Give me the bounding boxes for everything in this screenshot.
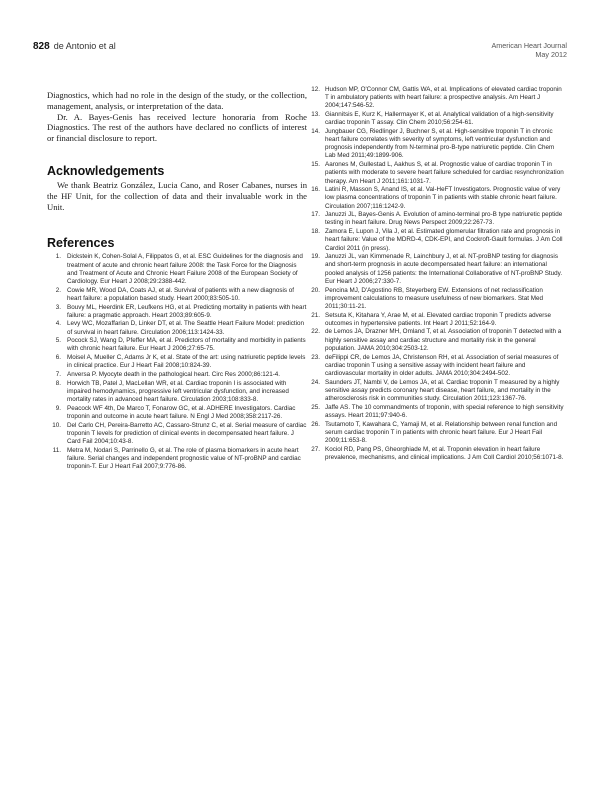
reference-number: 11. [52, 446, 61, 454]
reference-item [47, 354, 307, 370]
reference-item [306, 404, 566, 420]
reference-text: Aarones M, Gullestad L, Aakhus S, et al. Prognostic value of cardiac troponin T in patients with moderate to severe heart failure scheduled for cardiac resynchronization therapy. Am Heart J 2011;161:1031-7. [325, 161, 564, 185]
reference-item [306, 186, 566, 210]
reference-number: 6. [55, 354, 61, 362]
reference-item [306, 421, 566, 445]
reference-text: Metra M, Nodari S, Parrinello G, et al. The role of plasma biomarkers in acute heart failure. Serial changes and independent prognostic value of NT-proBNP and cardiac troponin-T. Eur J Heart Fail 2007;9:776-86. [67, 446, 301, 471]
journal-name: American Heart Journal [491, 41, 567, 50]
reference-number: 26. [311, 420, 320, 428]
left-column [47, 90, 307, 472]
reference-list-right [306, 86, 566, 462]
acknowledgements-text: We thank Beatriz González, Lucia Cano, and Roser Cabanes, nurses in the HF Unit, for the collection of data and their invaluable work in the Unit. [47, 179, 307, 212]
reference-text: Tsutamoto T, Kawahara C, Yamaji M, et al. Relationship between renal function and serum cardiac troponin T in patients with chronic heart failure. Eur J Heart Fail 2009;11:653-8. [325, 420, 558, 444]
reference-number: 27. [311, 445, 320, 453]
reference-text: Del Carlo CH, Pereira-Barretto AC, Cassaro-Strunz C, et al. Serial measure of cardiac troponin T levels for prediction of clinical events in decompensated heart failure. J Card Fail 2004;10:43-8. [67, 421, 307, 446]
reference-text: Moisel A, Mueller C, Adams Jr K, et al. State of the art: using natriuretic peptide levels in clinical practice. Eur J Heart Fail 2008;10:824-39. [67, 354, 306, 370]
reference-item [306, 328, 566, 352]
disclosure-paragraph-1: Diagnostics, which had no role in the design of the study, or the collection, management, analysis, or interpretation of the data. [47, 90, 307, 111]
reference-text: Peacock WF 4th, De Marco T, Fonarow GC, et al. ADHERE Investigators. Cardiac troponin and outcome in acute heart failure. N Engl J Med 2008;358:2117-26. [67, 404, 296, 421]
reference-item [47, 380, 307, 404]
reference-number: 17. [311, 211, 320, 219]
reference-text: Cowie MR, Wood DA, Coats AJ, et al. Survival of patients with a new diagnosis of heart failure: a population based study. Heart 2000;83:505-10. [67, 286, 295, 302]
running-header-left [33, 41, 116, 52]
reference-item [306, 312, 566, 328]
reference-number: 19. [311, 253, 320, 261]
reference-item [306, 379, 566, 403]
reference-number: 22. [311, 328, 320, 336]
reference-text: Anversa P. Myocyte death in the pathological heart. Circ Res 2000;86:121-4. [67, 371, 281, 379]
reference-item [47, 405, 307, 421]
reference-text: Pencina MJ, D'Agostino RB, Steyerberg EW. Extensions of net reclassification improvement calculations to measure usefulness of new biomarkers. Stat Med 2011;30:11-21. [325, 286, 544, 310]
reference-number: 16. [311, 186, 320, 194]
reference-number: 10. [52, 421, 61, 429]
reference-number: 21. [311, 311, 320, 319]
reference-number: 2. [55, 286, 61, 294]
running-header-right [491, 41, 567, 59]
reference-text: Kociol RD, Pang PS, Gheorghiade M, et al. Troponin elevation in heart failure prevalence, mechanisms, and clinical implications. J Am Coll Cardiol 2010;56:1071-8. [325, 445, 564, 461]
reference-text: Jaffe AS. The 10 commandments of troponin, with special reference to high sensitivity assays. Heart 2011;97:940-6. [325, 403, 564, 419]
reference-text: Dickstein K, Cohen-Solal A, Filippatos G, et al. ESC Guidelines for the diagnosis and treatment of acute and chronic heart failure 2008: the Task Force for the Diagnosis and Treatment of Acute and Chronic Heart Failure 2008 of the European Society of Cardiology. Eur Heart J 2008;29:2388-442. [67, 253, 303, 285]
reference-text: deFilippi CR, de Lemos JA, Christenson RH, et al. Association of serial measures of cardiac troponin T using a sensitive assay with incident heart failure and cardiovascular mortality in older adults. JAMA 2010;304:2494-502. [325, 353, 559, 377]
reference-item [47, 253, 307, 286]
reference-text: Bouvy ML, Heerdink ER, Leufkens HG, et al. Predicting mortality in patients with heart failure: a pragmatic approach. Heart 2003;89:605-9. [67, 303, 307, 319]
reference-number: 13. [311, 111, 320, 119]
reference-item [47, 304, 307, 320]
reference-text: Januzzi JL, Bayes-Genis A. Evolution of amino-terminal pro-B type natriuretic peptide testing in heart failure. Drug News Perspect 2009;22:267-73. [325, 211, 563, 227]
reference-text: Hudson MP, O'Connor CM, Gattis WA, et al. Implications of elevated cardiac troponin T in ambulatory patients with heart failure: a prospective analysis. Am Heart J 2004;147:546-52. [325, 86, 562, 110]
reference-number: 25. [311, 403, 320, 411]
reference-number: 14. [311, 127, 320, 135]
references-heading: References [47, 236, 115, 251]
reference-text: Levy WC, Mozaffarian D, Linker DT, et al. The Seattle Heart Failure Model: prediction of survival in heart failure. Circulation 2006;113:1424-33. [67, 320, 305, 336]
reference-text: Horwich TB, Patel J, MacLellan WR, et al. Cardiac troponin I is associated with impaired hemodynamics, progressive left ventricular dysfunction, and increased mortality rates in advanced heart failure. Circulation 2003;108:833-8. [67, 379, 289, 404]
reference-list-left [47, 253, 307, 471]
reference-number: 23. [311, 353, 320, 361]
issue-date: May 2012 [535, 50, 567, 59]
reference-item [47, 337, 307, 353]
reference-number: 9. [55, 404, 61, 412]
reference-number: 7. [55, 371, 61, 379]
reference-text: de Lemos JA, Drazner MH, Omland T, et al. Association of troponin T detected with a highly sensitive assay and cardiac structure and mortality risk in the general population. JAMA 2010;304:2503-12. [325, 328, 562, 352]
reference-number: 1. [55, 253, 61, 261]
reference-number: 8. [55, 379, 61, 387]
reference-item [306, 354, 566, 378]
reference-item [47, 287, 307, 303]
reference-number: 3. [55, 303, 61, 311]
reference-number: 12. [311, 86, 320, 93]
reference-item [306, 228, 566, 252]
reference-text: Jungbauer CG, Riedlinger J, Buchner S, et al. High-sensitive troponin T in chronic heart failure correlates with severity of symptoms, left ventricular dysfunction and prognosis independently from N-terminal pro-B-type natriuretic peptide. Clin Chem Lab Med 2011;49:1899-906. [325, 127, 555, 160]
reference-item [306, 446, 566, 462]
reference-item [306, 161, 566, 185]
reference-text: Latini R, Masson S, Anand IS, et al. Val-HeFT Investigators. Prognostic value of very low plasma concentrations of troponin T in patients with stable chronic heart failure. Circulation 2007;116:1242-9. [325, 186, 561, 210]
reference-item [306, 253, 566, 286]
reference-number: 24. [311, 378, 320, 386]
reference-text: Saunders JT, Nambi V, de Lemos JA, et al. Cardiac troponin T measured by a highly sensitive assay predicts coronary heart disease, heart failure, and mortality in the atherosclerosis risk in communities study. Circulation 2011;123:1367-76. [325, 378, 560, 402]
disclosure-paragraph-2: Dr. A. Bayes-Genis has received lecture honoraria from Roche Diagnostics. The rest of the authors have declared no conflicts of interest or financial disclosure to report. [47, 111, 307, 144]
reference-item [306, 287, 566, 311]
reference-item [47, 320, 307, 336]
reference-item [306, 86, 566, 110]
reference-text: Pocock SJ, Wang D, Pfeffer MA, et al. Predictors of mortality and morbidity in patients with chronic heart failure. Eur Heart J 2006;27:65-75. [67, 337, 306, 353]
reference-text: Zamora E, Lupon J, Vila J, et al. Estimated glomerular filtration rate and prognosis in heart failure: Value of the MDRD-4, CDK-EPI, and Cockroft-Gault formulas. J Am Coll Cardiol 2011 (in press). [325, 228, 563, 252]
acknowledgements-heading: Acknowledgements [47, 163, 165, 178]
reference-text: Setsuta K, Kitahara Y, Arae M, et al. Elevated cardiac troponin T predicts adverse outcomes in hypertensive patients. Int Heart J 2011;52:164-9. [325, 311, 552, 327]
page-number: 828 [33, 41, 50, 52]
reference-text: Januzzi JL, van Kimmenade R, Lainchbury J, et al. NT-proBNP testing for diagnosis and short-term prognosis in acute decompensated heart failure: an international pooled analysis of 1256 patients: the International Collaborative of NT-proBNP Study. Eur Heart J 2006;27:330-7. [325, 253, 563, 285]
reference-item [306, 111, 566, 127]
reference-number: 18. [311, 228, 320, 236]
reference-number: 5. [55, 337, 61, 345]
reference-item [306, 211, 566, 227]
reference-item [47, 447, 307, 471]
reference-number: 20. [311, 286, 320, 294]
reference-text: Giannitsis E, Kurz K, Hallermayer K, et al. Analytical validation of a high-sensitivity cardiac troponin T assay. Clin Chem 2010;56:254-61. [325, 111, 554, 127]
reference-number: 15. [311, 161, 320, 169]
running-authors: de Antonio et al [53, 41, 116, 51]
reference-number: 4. [55, 320, 61, 328]
reference-item [47, 371, 307, 379]
reference-item [47, 422, 307, 446]
reference-item [306, 128, 566, 161]
right-column [306, 86, 566, 463]
